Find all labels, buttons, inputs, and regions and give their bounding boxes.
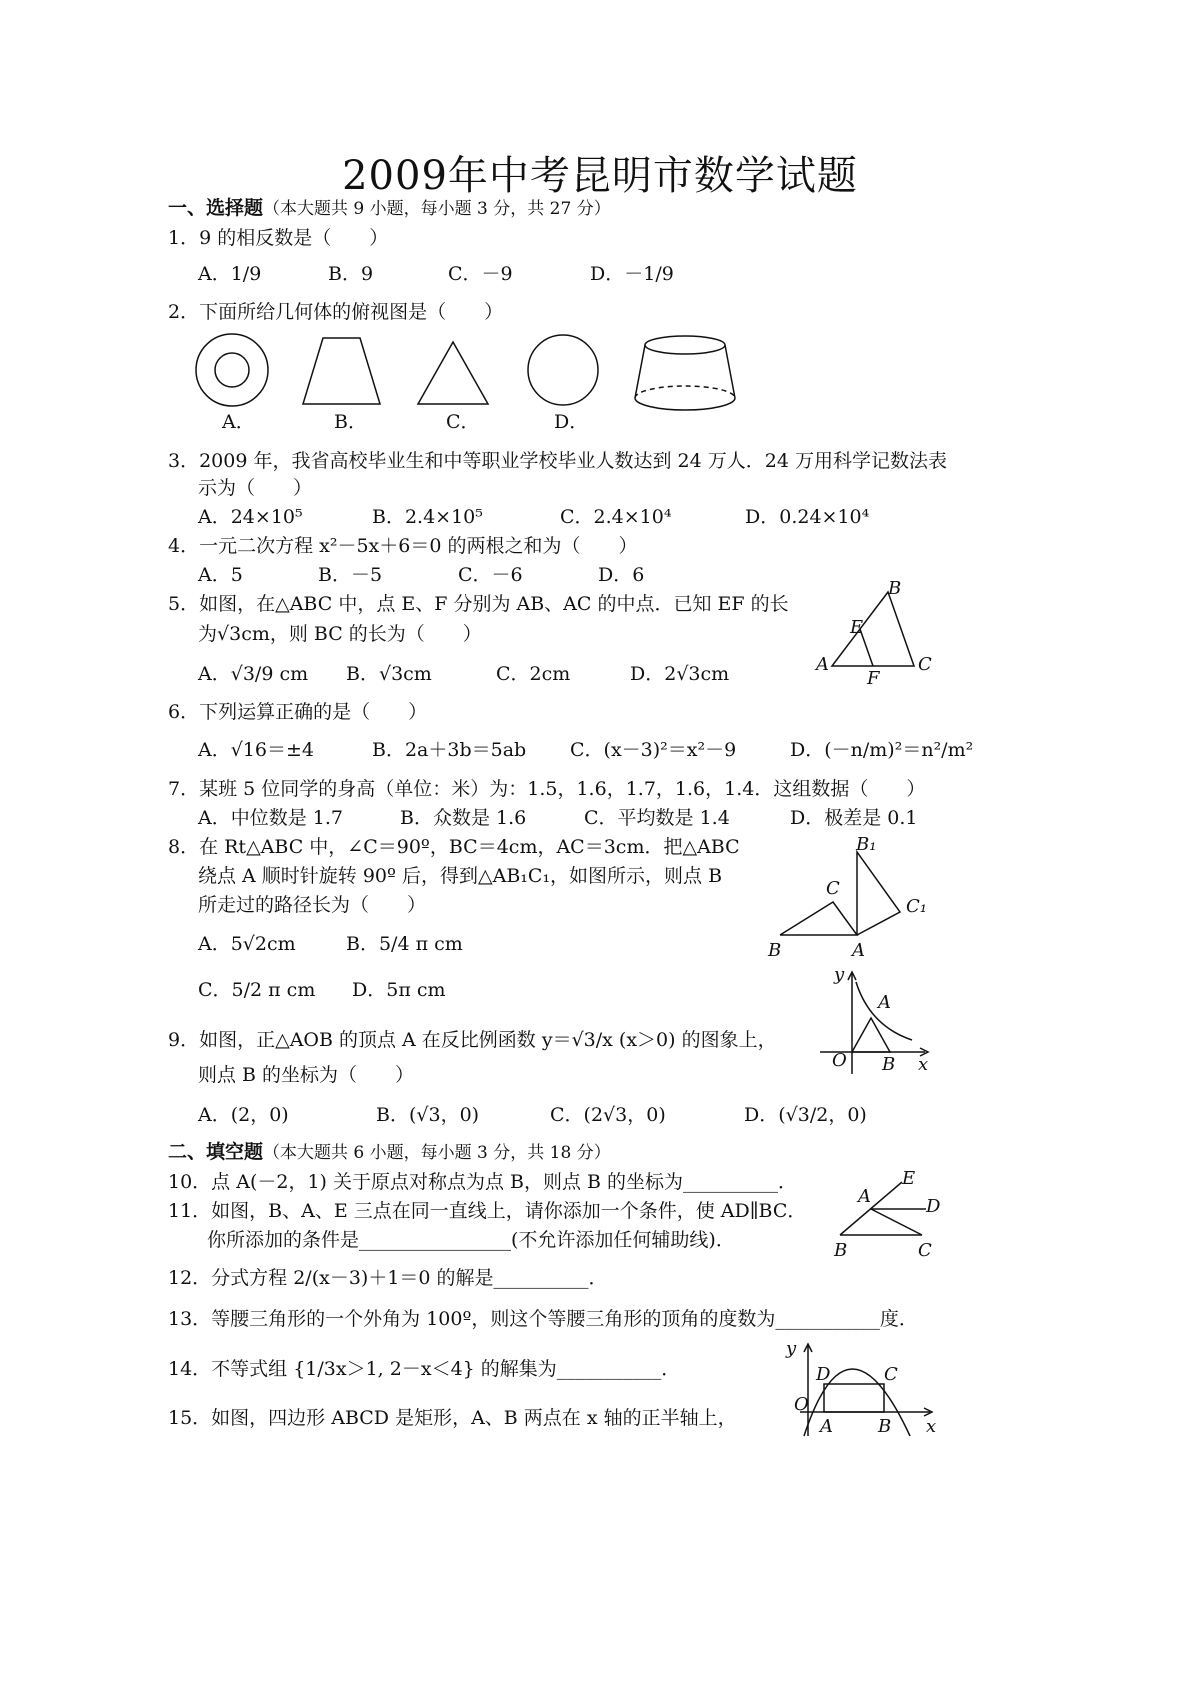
q8-option-d: D．5π cm xyxy=(352,979,446,1001)
q7-option-a: A．中位数是 1.7 xyxy=(198,807,343,829)
q8-option-b: B．5/4 π cm xyxy=(346,933,463,955)
q5-option-d: D．2√3cm xyxy=(630,663,730,685)
q5-option-a: A．√3/9 cm xyxy=(198,663,309,685)
q8-option-c: C．5/2 π cm xyxy=(198,979,316,1001)
label-x: x xyxy=(918,1054,929,1075)
q1-option-c: C．－9 xyxy=(448,263,513,285)
label-A: A xyxy=(878,992,891,1013)
q8-option-a: A．5√2cm xyxy=(198,933,296,955)
label-A: A xyxy=(852,940,865,961)
label-F: F xyxy=(867,668,880,689)
q3-option-b: B．2.4×10⁵ xyxy=(372,506,483,528)
label-E: E xyxy=(902,1168,916,1189)
q2-option-c: C． xyxy=(446,411,480,433)
q6-option-c: C．(x－3)²＝x²－9 xyxy=(570,739,737,761)
q8-stem-line1: 8．在 Rt△ABC 中，∠C＝90º，BC＝4cm，AC＝3cm．把△ABC xyxy=(168,836,740,858)
q11-stem-line2: 你所添加的条件是________________(不允许添加任何辅助线)． xyxy=(207,1229,735,1251)
label-B: B xyxy=(878,1416,892,1437)
trapezoid-shape xyxy=(303,338,380,404)
label-O: O xyxy=(794,1394,809,1415)
q2-figures xyxy=(190,330,770,415)
q9-option-a: A．(2，0) xyxy=(198,1104,289,1126)
section-1-header xyxy=(168,196,611,221)
section-2-header xyxy=(168,1140,611,1165)
q4-option-a: A．5 xyxy=(198,564,243,586)
q8-stem-line2: 绕点 A 顺时针旋转 90º 后，得到△AB₁C₁，如图所示，则点 B xyxy=(198,865,723,887)
q5-stem-line1: 5．如图，在△ABC 中，点 E、F 分别为 AB、AC 的中点．已知 EF 的长 xyxy=(168,593,789,615)
section-1-note: （本大题共 9 小题，每小题 3 分，共 27 分） xyxy=(263,199,611,219)
q1-stem: 1．9 的相反数是（ ） xyxy=(168,227,389,249)
q1-option-b: B．9 xyxy=(328,263,374,285)
label-B: B xyxy=(768,940,782,961)
q5-stem-line2: 为√3cm，则 BC 的长为（ ） xyxy=(198,623,482,645)
q6-option-a: A．√16＝±4 xyxy=(198,739,315,761)
q15-stem: 15．如图，四边形 ABCD 是矩形，A、B 两点在 x 轴的正半轴上， xyxy=(168,1407,737,1429)
label-B: B xyxy=(882,1054,896,1075)
label-B: B xyxy=(888,578,902,599)
label-C: C xyxy=(826,878,840,899)
q3-stem-line1: 3．2009 年，我省高校毕业生和中等职业学校毕业人数达到 24 万人．24 万用科学记数法表 xyxy=(168,450,947,472)
q4-stem: 4．一元二次方程 x²－5x＋6＝0 的两根之和为（ ） xyxy=(168,535,638,557)
q5-option-b: B．√3cm xyxy=(346,663,432,685)
label-y: y xyxy=(834,964,845,985)
q6-stem: 6．下列运算正确的是（ ） xyxy=(168,701,428,723)
label-B: B xyxy=(834,1240,848,1261)
q13-stem: 13．等腰三角形的一个外角为 100º，则这个等腰三角形的顶角的度数为___________度． xyxy=(168,1308,918,1330)
q2-option-b: B． xyxy=(334,411,367,433)
label-C: C xyxy=(918,654,932,675)
ring-shape xyxy=(196,334,268,406)
label-A: A xyxy=(858,1186,871,1207)
q14-stem: 14．不等式组 {1/3x＞1, 2－x＜4} 的解集为___________． xyxy=(168,1358,681,1380)
q7-option-d: D．极差是 0.1 xyxy=(790,807,918,829)
q2-option-a: A． xyxy=(222,411,255,433)
label-y: y xyxy=(786,1338,797,1359)
section-1-heading: 一、选择题 xyxy=(168,197,264,219)
q5-option-c: C．2cm xyxy=(496,663,571,685)
q9-stem-line2: 则点 B 的坐标为（ ） xyxy=(198,1064,415,1086)
label-E: E xyxy=(850,617,864,638)
q7-option-c: C．平均数是 1.4 xyxy=(584,807,730,829)
label-A: A xyxy=(820,1416,833,1437)
q9-option-d: D．(√3/2，0) xyxy=(744,1104,867,1126)
q9-hyperbola-figure xyxy=(820,966,940,1078)
q3-option-a: A．24×10⁵ xyxy=(198,506,303,528)
q10-stem: 10．点 A(－2，1) 关于原点对称点为点 B，则点 B 的坐标为__________． xyxy=(168,1171,798,1193)
triangle-shape xyxy=(418,342,488,404)
q1-option-d: D．－1/9 xyxy=(590,263,674,285)
q6-option-b: B．2a＋3b＝5ab xyxy=(372,739,527,761)
section-2-heading: 二、填空题 xyxy=(168,1141,264,1163)
q4-option-d: D．6 xyxy=(598,564,645,586)
label-D: D xyxy=(816,1364,831,1385)
label-C: C xyxy=(884,1364,898,1385)
q7-option-b: B．众数是 1.6 xyxy=(400,807,527,829)
label-B1: B₁ xyxy=(856,834,877,855)
q4-option-c: C．－6 xyxy=(458,564,523,586)
q12-stem: 12．分式方程 2/(x－3)＋1＝0 的解是__________． xyxy=(168,1267,608,1289)
label-A: A xyxy=(816,654,829,675)
q15-parabola-figure xyxy=(780,1340,950,1440)
q11-parallel-figure xyxy=(830,1168,945,1260)
q3-stem-line2: 示为（ ） xyxy=(198,477,313,499)
label-x: x xyxy=(926,1416,937,1437)
q2-option-d: D． xyxy=(554,411,589,433)
q3-option-c: C．2.4×10⁴ xyxy=(560,506,672,528)
q1-option-a: A．1/9 xyxy=(198,263,262,285)
circle-shape xyxy=(528,335,598,405)
q9-option-b: B．(√3，0) xyxy=(376,1104,480,1126)
q5-triangle-figure xyxy=(810,578,940,688)
label-C1: C₁ xyxy=(906,896,927,917)
q9-stem-line1: 9．如图，正△AOB 的顶点 A 在反比例函数 y＝√3/x (x＞0) 的图象上， xyxy=(168,1029,777,1051)
q6-option-d: D．(－n/m)²＝n²/m² xyxy=(790,739,974,761)
label-O: O xyxy=(832,1050,847,1071)
label-C: C xyxy=(918,1240,932,1261)
q2-stem: 2．下面所给几何体的俯视图是（ ） xyxy=(168,301,504,323)
q4-option-b: B．－5 xyxy=(318,564,383,586)
q8-rotation-figure xyxy=(760,832,935,964)
q11-stem-line1: 11．如图，B、A、E 三点在同一直线上，请你添加一个条件，使 AD∥BC． xyxy=(168,1200,807,1222)
page-title: 2009年中考昆明市数学试题 xyxy=(342,153,858,199)
frustum-top xyxy=(645,336,725,354)
q8-stem-line3: 所走过的路径长为（ ） xyxy=(198,894,427,916)
q7-stem: 7．某班 5 位同学的身高（单位：米）为：1.5，1.6，1.7，1.6，1.4．这组数据（ ） xyxy=(168,778,926,800)
q9-option-c: C．(2√3，0) xyxy=(550,1104,666,1126)
label-D: D xyxy=(926,1196,941,1217)
q3-option-d: D．0.24×10⁴ xyxy=(745,506,870,528)
section-2-note: （本大题共 6 小题，每小题 3 分，共 18 分） xyxy=(263,1143,611,1163)
